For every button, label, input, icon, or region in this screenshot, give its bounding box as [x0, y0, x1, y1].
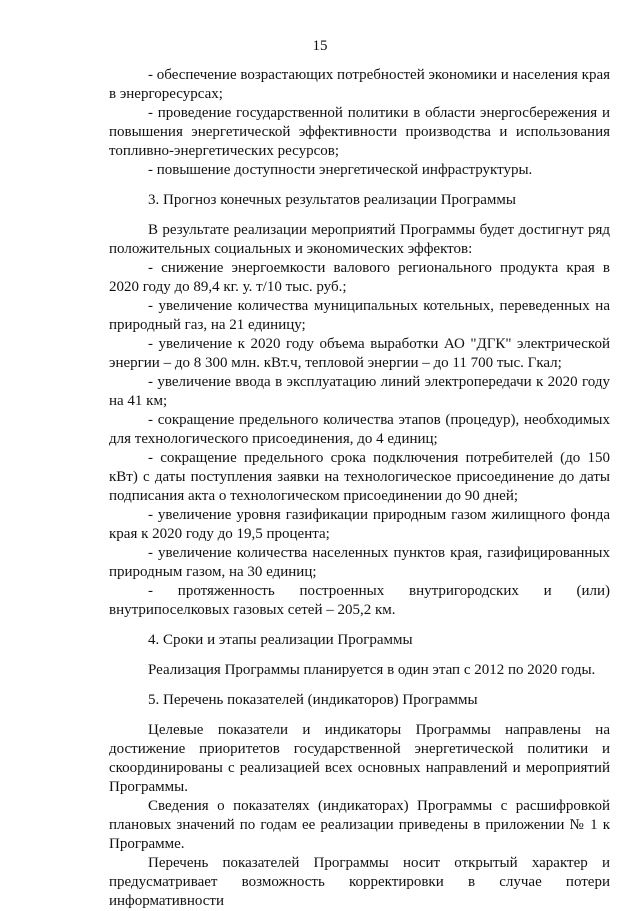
paragraph: - протяженность построенных внутригородских и (или) внутрипоселковых газовых сетей – 205,2 км.: [109, 583, 610, 618]
paragraph: - сокращение предельного срока подключения потребителей (до 150 кВт) с даты поступления заявки на технологическое присоединение до даты подписания акта о технологическом присоединении до 90 дней;: [109, 450, 610, 504]
paragraph: - увеличение к 2020 году объема выработки АО "ДГК" электрической энергии – до 8 300 млн. кВт.ч, тепловой энергии – до 11 700 тыс. Гкал;: [109, 336, 610, 371]
paragraph: - снижение энергоемкости валового регионального продукта края в 2020 году до 89,4 кг. у. т/10 тыс. руб.;: [109, 260, 610, 295]
paragraph: - увеличение количества муниципальных котельных, переведенных на природный газ, на 21 единицу;: [109, 298, 610, 333]
section-heading-3: 3. Прогноз конечных результатов реализации Программы: [148, 192, 516, 208]
paragraph: - проведение государственной политики в области энергосбережения и повышения энергетической эффективности производства и использования топливно-энергетических ресурсов;: [109, 105, 610, 159]
paragraph: Сведения о показателях (индикаторах) Программы с расшифровкой плановых значений по годам ее реализации приведены в приложении № 1 к Программе.: [109, 798, 610, 852]
paragraph: В результате реализации мероприятий Программы будет достигнут ряд положительных социальных и экономических эффектов:: [109, 222, 610, 257]
paragraph: Перечень показателей Программы носит открытый характер и предусматривает возможность корректировки в случае потери информативности: [109, 855, 610, 909]
section-heading-4: 4. Сроки и этапы реализации Программы: [148, 632, 413, 648]
page-content: [109, 66, 610, 911]
paragraph: - сокращение предельного количества этапов (процедур), необходимых для технологического присоединения, до 4 единиц;: [109, 412, 610, 447]
paragraph: - обеспечение возрастающих потребностей экономики и населения края в энергоресурсах;: [109, 67, 610, 102]
paragraph: - увеличение ввода в эксплуатацию линий электропередачи к 2020 году на 41 км;: [109, 374, 610, 409]
paragraph: Целевые показатели и индикаторы Программы направлены на достижение приоритетов государственной энергетической политики и скоординированы с реализацией всех основных направлений и мероприятий Программы.: [109, 722, 610, 795]
paragraph: Реализация Программы планируется в один этап с 2012 по 2020 годы.: [148, 662, 596, 678]
paragraph: - увеличение уровня газификации природным газом жилищного фонда края к 2020 году до 19,5 процента;: [109, 507, 610, 542]
paragraph: - повышение доступности энергетической инфраструктуры.: [148, 162, 533, 178]
section-heading-5: 5. Перечень показателей (индикаторов) Программы: [148, 692, 478, 708]
page-number: 15: [312, 38, 328, 54]
paragraph: - увеличение количества населенных пунктов края, газифицированных природным газом, на 30 единиц;: [109, 545, 610, 580]
